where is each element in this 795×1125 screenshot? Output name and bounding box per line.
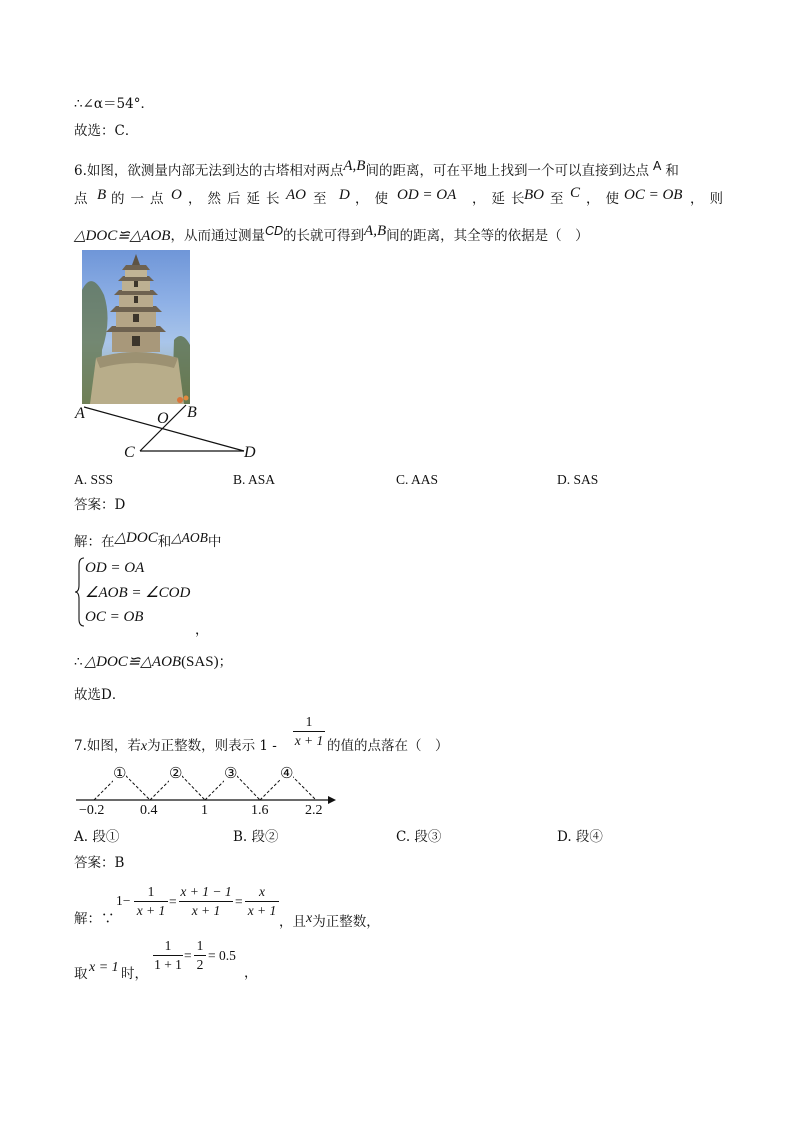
tick-label: 0.4 [140,803,158,818]
text-line: ∴∠α＝54°． [74,96,154,112]
option-c: C. AAS [396,472,439,487]
math-text: △DOC≌△AOB [74,228,171,244]
text: 点 [74,191,88,207]
math-text: △DOC≌△AOB [84,654,182,670]
text: ，延长 [472,191,531,207]
geometry-figure-6 [70,395,270,465]
solution-7-tail [279,910,380,931]
math-text: x = 1 [89,960,119,975]
conclusion-6 [74,653,232,671]
fraction [245,884,279,919]
denominator: x + 1 [191,903,221,918]
text: ； [218,654,233,670]
segment-label-4: ④ [280,764,294,782]
fraction [153,938,183,973]
denominator: 1 + 1 [154,957,182,972]
text: 的值的点落在（ ） [327,738,449,754]
text-line: 故选：C． [74,123,139,139]
option-d: D. SAS [557,472,599,487]
math-text: A,B [343,158,366,174]
text-line: 故选D． [74,687,126,703]
text: 6.如图，欲测量内部无法到达的古塔相对两点 [74,163,344,179]
option-c: C. 段③ [396,829,442,845]
point-label-O: O [157,410,169,427]
question-7-part-1 [74,737,277,756]
text: 和 [665,163,679,179]
fraction-q7 [293,714,325,749]
math-text: △AOB [171,530,208,545]
math-text: BO [524,187,544,203]
equation-1: OD = OA [85,560,145,576]
pagoda-image [82,250,190,404]
math-text: = [169,894,177,909]
point-label-C: C [124,444,135,461]
text: ，且 [279,914,306,930]
math-text: D [339,187,350,203]
numerator: 1 [196,938,204,953]
axis-arrow-icon [328,796,336,804]
math-text: 1− [116,893,131,908]
math-text: (SAS) [181,654,219,670]
text: 解：∵ [74,911,115,927]
text: ， [195,622,209,638]
text: 中 [207,534,222,550]
option-b: B. 段② [233,829,279,845]
segment-label-3: ③ [224,764,238,782]
equation-3: OC = OB [85,609,144,625]
text: 至 [313,191,327,207]
text: 时， [121,966,148,982]
text: ，则 [690,191,729,207]
fraction-bar [194,955,206,956]
text: ， [244,965,258,981]
tick-label: 1.6 [251,803,269,818]
number-line [70,760,345,806]
numerator: 1 [147,884,155,899]
point-label-A: A [75,405,85,422]
text: 和 [157,534,172,550]
text: 的一点 [111,191,170,207]
tick-label: 1 [201,803,208,818]
text: 为正整数，则表示 1 - [147,738,277,754]
fraction [179,884,233,919]
text: 7.如图，若 [74,738,141,754]
denominator: x + 1 [294,733,324,748]
fraction-bar [134,901,168,902]
math-text: CD [264,224,284,238]
denominator: x + 1 [247,903,277,918]
point-label-B: B [187,404,197,421]
segment-label-2: ② [169,764,183,782]
answer-7: 答案：B [74,855,125,871]
option-d: D. 段④ [557,829,603,845]
fraction-bar [153,955,183,956]
fraction [134,884,168,919]
math-text: = [184,948,192,963]
question-6-line-3 [74,222,589,245]
option-a: A. 段① [74,829,120,845]
solution-6-intro [74,529,221,551]
numerator: 1 [164,938,172,953]
math-text: = 0.5 [208,948,236,963]
math-text: B [97,187,107,203]
equation-2: ∠AOB = ∠COD [85,585,191,601]
tick-label: 2.2 [305,803,323,818]
math-text: A [652,159,662,173]
point-label-D: D [244,444,256,461]
text: 取 [74,966,88,982]
text: 至 [550,191,564,207]
pagoda-photo [82,250,190,404]
text: 的长就可得到 [283,228,365,244]
math-text: = [235,894,243,909]
text: ，使 [355,191,394,207]
fraction [194,938,206,973]
option-b: B. ASA [233,472,276,487]
numerator: x [259,884,265,899]
denominator: 2 [196,957,204,972]
answer-6: 答案：D [74,497,126,513]
numerator: x + 1 − 1 [180,884,232,899]
option-a: A. SSS [74,472,114,487]
math-text: △DOC [114,530,158,546]
math-text: x [140,739,148,754]
question-6-line-1 [74,157,679,180]
text: 间的距离，可在平地上找到一个可以直接到达点 [365,163,649,179]
math-text: OD = OA [397,187,457,203]
math-text: A,B [364,223,387,239]
therefore-symbol: ∴ [74,654,83,670]
math-text: OC = OB [624,187,683,203]
fraction-bar [293,731,325,732]
denominator: x + 1 [136,903,166,918]
segment-label-1: ① [113,764,127,782]
fraction-bar [245,901,279,902]
math-text: C [570,185,581,201]
math-text: x [306,911,313,926]
fraction-bar [179,901,233,902]
text: ，使 [586,191,625,207]
tick-label: −0.2 [79,803,105,818]
text: 为正整数， [312,914,380,930]
text: 解：在 [74,534,115,550]
math-text: AO [286,187,306,203]
text: 间的距离，其全等的依据是（ ） [386,228,589,244]
numerator: 1 [305,714,313,729]
text: ，然后延长 [188,191,286,207]
math-text: O [171,187,182,203]
text: ，从而通过测量 [170,228,265,244]
